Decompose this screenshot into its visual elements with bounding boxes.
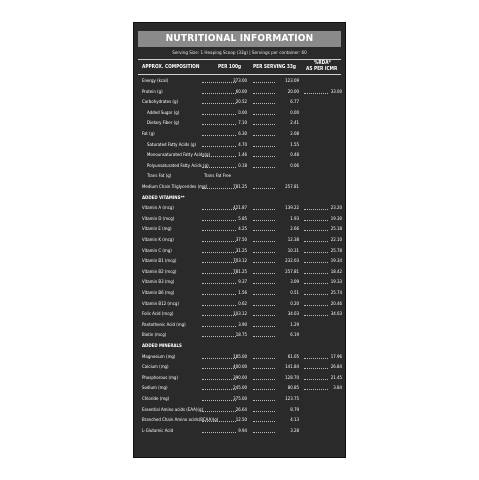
- value-per-100g: 421.87: [233, 206, 247, 212]
- nutrient-label: Vitamin B12 (mcg): [142, 301, 179, 307]
- nutrient-label: Biotin (mcg): [142, 333, 167, 339]
- nutrient-label: Vitamin E (mg): [142, 227, 172, 233]
- header-per-100g: PER 100g: [218, 65, 242, 70]
- value-per-100g: 4.25: [238, 227, 247, 233]
- value-per-100g: 18.75: [235, 333, 247, 339]
- value-per-100g: 37.50: [235, 238, 247, 243]
- table-row: [142, 216, 342, 223]
- value-per-serving: 128.70: [285, 375, 299, 381]
- value-per-100g: 26.64: [235, 407, 247, 413]
- nutrient-label: Calcium (mg): [142, 365, 169, 371]
- table-row: [142, 407, 342, 414]
- value-per-100g: 0.00: [238, 110, 247, 116]
- value-per-100g: 6.30: [238, 132, 247, 137]
- value-per-serving: 20.00: [287, 89, 299, 95]
- value-per-serving: 2.08: [290, 132, 299, 137]
- table-row: [142, 152, 342, 159]
- table-row: [142, 417, 342, 424]
- table-row: [142, 205, 342, 212]
- value-per-100g: 60.00: [235, 89, 247, 95]
- nutrient-label: Saturated Fatty Acids (g): [147, 142, 197, 148]
- section-heading-minerals: ADDED MINERALS: [142, 344, 182, 349]
- table-row: [142, 279, 342, 286]
- table-row: [142, 269, 342, 276]
- value-per-serving: 139.22: [285, 206, 299, 212]
- value-per-serving: 10.31: [287, 248, 299, 254]
- nutrient-label: Vitamin A (mcg): [142, 206, 174, 212]
- nutrition-panel: [133, 22, 346, 458]
- table-row: [142, 78, 342, 85]
- value-per-100g: 5.85: [238, 216, 247, 222]
- table-row: [142, 375, 342, 382]
- table-row: [142, 332, 342, 339]
- value-per-serving: 232.03: [285, 259, 299, 265]
- nutrient-label: Added Sugar (g): [147, 110, 180, 116]
- value-per-serving: 2.41: [290, 121, 299, 127]
- value-rda: 25.78: [330, 248, 342, 254]
- table-row: [142, 258, 342, 265]
- value-rda: 23.20: [330, 206, 342, 212]
- value-rda: 19.34: [330, 259, 342, 265]
- value-rda: 34.03: [330, 312, 342, 318]
- table-row: [142, 428, 342, 435]
- nutrient-label: Vitamin B1 (mcg): [142, 259, 177, 265]
- nutrient-label: Carbohydrates (g): [142, 100, 179, 106]
- header-rda: %RDA*: [314, 61, 331, 66]
- section-heading-vitamins: ADDED VITAMINS**: [142, 195, 185, 201]
- value-per-serving: 3.28: [290, 428, 299, 434]
- value-per-serving: 8.79: [290, 407, 299, 413]
- table-row: [142, 184, 342, 191]
- value-rda: 25.74: [330, 291, 342, 296]
- table-row: [142, 354, 342, 361]
- table-row: [142, 163, 342, 170]
- nutrient-label: Vitamin D (mcg): [142, 216, 175, 222]
- value-per-100g: 1.46: [238, 153, 247, 159]
- value-per-serving: 34.03: [287, 312, 299, 318]
- nutrient-label: Chloride (mg): [142, 397, 170, 402]
- value-rda: 19.30: [330, 216, 342, 222]
- table-row: [142, 120, 342, 127]
- value-per-100g: 12.50: [235, 418, 247, 424]
- value-rda: 26.84: [330, 365, 342, 371]
- nutrient-label: Vitamin B3 (mg): [142, 280, 175, 286]
- value-per-serving: 1.93: [290, 216, 299, 222]
- table-row: [142, 322, 342, 329]
- value-per-100g: 9.37: [238, 280, 247, 286]
- nutrient-label: L-Glutamic Acid: [142, 428, 174, 434]
- header-per-serving: PER SERVING 33g: [253, 65, 297, 70]
- value-per-100g: 375.00: [233, 397, 247, 402]
- value-per-100g: 1.56: [238, 291, 247, 296]
- value-per-100g: 400.00: [233, 365, 247, 371]
- value-rda: 33.00: [330, 89, 342, 95]
- value-per-serving: 80.85: [287, 386, 299, 392]
- value-per-serving: 141.84: [285, 365, 299, 371]
- table-row: [142, 248, 342, 255]
- value-per-serving: 1.29: [290, 322, 299, 328]
- value-per-100g: 4.70: [238, 142, 247, 148]
- value-per-serving: 6.19: [290, 333, 299, 339]
- table-row: [142, 142, 342, 149]
- table-row: [142, 385, 342, 392]
- panel-title: NUTRITIONAL INFORMATION: [138, 31, 341, 47]
- table-row: [142, 173, 342, 180]
- value-per-100g: 390.00: [233, 375, 247, 381]
- value-per-serving: 0.51: [290, 291, 299, 296]
- table-row: [142, 131, 342, 138]
- value-per-100g: 185.00: [233, 354, 247, 360]
- nutrient-label: Folic Acid (mcg): [142, 312, 174, 318]
- value-per-100g: 103.12: [233, 312, 247, 318]
- nutrient-label: Vitamin B2 (mcg): [142, 269, 177, 275]
- value-per-100g: 0.18: [238, 163, 247, 169]
- nutrient-label: Sodium (mg): [142, 386, 168, 392]
- header-composition: APPROX. COMPOSITION: [142, 65, 200, 70]
- table-row: [142, 311, 342, 318]
- nutrient-label: Branched Chain Amino acids(BCAA)(g): [142, 418, 219, 424]
- value-per-100g: 9.94: [238, 428, 247, 434]
- table-row: [142, 301, 342, 308]
- nutrient-label: Vitamin B6 (mg): [142, 291, 175, 296]
- value-rda: 3.84: [333, 386, 342, 392]
- value-rda: 25.18: [330, 227, 342, 233]
- value-per-serving: 3.09: [290, 280, 299, 286]
- nutrient-label: Energy (kcal): [142, 79, 169, 84]
- nutrient-label: Trans Fat (g): [147, 174, 172, 180]
- value-rda: 22.10: [330, 238, 342, 243]
- nutrient-label: Fat (g): [142, 132, 155, 137]
- nutrient-label: Vitamin C (mg): [142, 248, 172, 254]
- table-row: [142, 99, 342, 106]
- nutrient-label: Magnesium (mg): [142, 354, 176, 360]
- table-row: [142, 226, 342, 233]
- nutrient-label: Polyunsaturated Fatty Acids (g): [147, 163, 209, 169]
- value-per-100g: 0.62: [238, 301, 247, 307]
- value-rda: 18.42: [330, 269, 342, 275]
- nutrient-label: Vitamin K (mcg): [142, 238, 174, 243]
- value-per-serving: 4.13: [290, 418, 299, 424]
- nutrient-label: Protein (g): [142, 89, 163, 95]
- value-per-serving: 257.81: [285, 185, 299, 190]
- value-per-100g: 245.00: [233, 386, 247, 392]
- nutrient-label: Essential Amino acids (EAA)(g): [142, 407, 203, 413]
- value-per-serving: 12.38: [287, 238, 299, 243]
- nutrient-label: Monounsaturated Fatty Acids(g): [147, 153, 211, 159]
- value-per-100g: 20.52: [235, 100, 247, 106]
- divider: [138, 59, 341, 60]
- value-per-serving: 123.09: [285, 79, 299, 84]
- divider: [138, 74, 341, 75]
- header-rda-icmr: AS PER ICMR: [306, 67, 338, 72]
- value-per-serving: 257.81: [285, 269, 299, 275]
- table-row: [142, 290, 342, 297]
- value-per-serving: 61.05: [287, 354, 299, 360]
- value-per-100g: Trans Fat Free: [204, 174, 232, 180]
- value-per-serving: 0.48: [290, 153, 299, 159]
- value-per-serving: 1.55: [290, 142, 299, 148]
- value-per-serving: 6.77: [290, 100, 299, 106]
- value-per-100g: 3.90: [238, 322, 247, 328]
- nutrient-label: Medium Chain Triglycerides (mg): [142, 185, 208, 190]
- nutrient-label: Dietary Fiber (g): [147, 121, 180, 127]
- table-row: [142, 364, 342, 371]
- value-per-100g: 373.00: [233, 79, 247, 84]
- value-per-100g: 781.25: [233, 185, 247, 190]
- value-rda: 19.33: [330, 280, 342, 286]
- value-per-100g: 31.25: [235, 248, 247, 254]
- value-per-100g: 781.25: [233, 269, 247, 275]
- value-rda: 17.96: [330, 354, 342, 360]
- nutrient-label: Phosphorous (mg): [142, 375, 178, 381]
- table-row: [142, 110, 342, 117]
- value-rda: 21.45: [330, 375, 342, 381]
- nutrient-label: Pantothenic Acid (mg): [142, 322, 186, 328]
- value-per-serving: 0.20: [290, 301, 299, 307]
- value-per-serving: 2.66: [290, 227, 299, 233]
- table-row: [142, 89, 342, 96]
- value-per-serving: 123.75: [285, 397, 299, 402]
- value-per-100g: 7.10: [238, 121, 247, 127]
- serving-size-text: Serving Size: 1 Heaping Scoop (33g) | Servings per container: 60: [172, 51, 307, 56]
- table-row: [142, 237, 342, 244]
- table-row: [142, 396, 342, 403]
- value-rda: 20.46: [330, 301, 342, 307]
- value-per-100g: 703.12: [233, 259, 247, 265]
- value-per-serving: 0.00: [290, 110, 299, 116]
- value-per-serving: 0.06: [290, 163, 299, 169]
